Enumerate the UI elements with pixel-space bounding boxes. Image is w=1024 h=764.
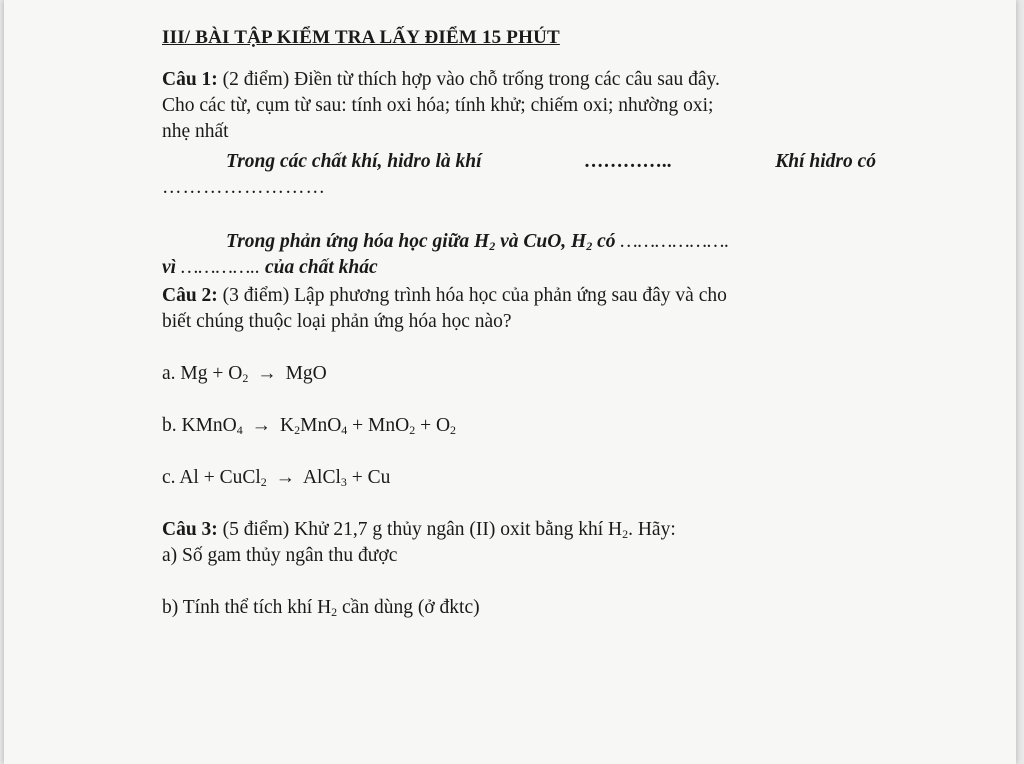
q1-s1-text2: Khí hidro có: [775, 151, 876, 172]
arrow-icon: →: [275, 467, 296, 488]
q1-s1-blank2: ……………………: [162, 177, 326, 198]
subscript: 2: [489, 239, 496, 253]
q1-line3: nhẹ nhất: [162, 121, 229, 142]
subscript: 3: [340, 475, 347, 489]
eq-b-product3: + O: [420, 415, 451, 436]
eq-b-product1b: MnO: [300, 415, 342, 436]
subscript: 4: [341, 423, 348, 437]
q2-label: Câu 2:: [162, 285, 218, 306]
eq-b-reactant: b. KMnO: [162, 415, 237, 436]
subscript: 2: [622, 527, 629, 541]
q3-b-text2: cần dùng (ở đktc): [342, 597, 480, 618]
subscript: 2: [294, 423, 301, 437]
subscript: 4: [236, 423, 243, 437]
q1-s1-text: Trong các chất khí, hidro là khí: [226, 151, 482, 172]
q3-b-text1: b) Tính thể tích khí H: [162, 597, 332, 618]
cropped-text-fragment: [154, 0, 794, 4]
eq-c-reactants: c. Al + CuCl: [162, 467, 261, 488]
subscript: 2: [242, 371, 249, 385]
eq-b-product2: + MnO: [352, 415, 410, 436]
q3-text1: (5 điểm) Khử 21,7 g thủy ngân (II) oxit bằng khí H: [222, 519, 623, 540]
q1-sentence3: [162, 256, 378, 280]
q1-s2-text3: có: [597, 231, 616, 252]
eq-b-product1: K: [280, 415, 295, 436]
q1-label: Câu 1:: [162, 69, 218, 90]
subscript: 2: [260, 475, 267, 489]
q1-text1: (2 điểm) Điền từ thích hợp vào chỗ trống trong các câu sau đây.: [222, 69, 720, 90]
q1-s3-blank: …………..: [180, 257, 261, 278]
q3-line1: [162, 518, 676, 542]
q1-sentence2: [226, 230, 729, 254]
document-page: [4, 0, 1016, 764]
subscript: 2: [331, 605, 338, 619]
q1-sentence1: [226, 150, 876, 174]
q1-s3-text2: của chất khác: [264, 257, 378, 278]
q3-text1-end: . Hãy:: [628, 519, 676, 540]
q2-text1: (3 điểm) Lập phương trình hóa học của phản ứng sau đây và cho: [222, 285, 727, 306]
equation-a: [162, 362, 327, 386]
q1-s1-blank1: …………..: [584, 151, 673, 172]
q3-part-a: a) Số gam thủy ngân thu được: [162, 545, 398, 566]
q2-line1: [162, 284, 876, 308]
subscript: 2: [409, 423, 416, 437]
arrow-icon: →: [257, 363, 277, 384]
subscript: 2: [450, 423, 457, 437]
q1-line1: [162, 68, 876, 92]
q3-label: Câu 3:: [162, 519, 218, 540]
arrow-icon: →: [251, 415, 272, 436]
q1-s3-text1: vì: [162, 257, 177, 278]
eq-c-product1: AlCl: [302, 467, 341, 488]
equation-c: [162, 466, 390, 490]
q1-s2-text1: Trong phản ứng hóa học giữa H: [226, 231, 490, 252]
equation-b: [162, 414, 456, 438]
section-heading: III/ BÀI TẬP KIỂM TRA LẤY ĐIỂM 15 PHÚT: [162, 27, 560, 48]
eq-a-reactants: a. Mg + O: [162, 363, 243, 384]
eq-c-product2: + Cu: [351, 467, 391, 488]
subscript: 2: [586, 239, 593, 253]
q2-line2: biết chúng thuộc loại phản ứng hóa học nào?: [162, 311, 512, 332]
q1-s2-blank: ……………….: [620, 231, 730, 252]
q1-s2-text2: và CuO, H: [500, 231, 587, 252]
q3-part-b: [162, 596, 480, 620]
eq-a-product: MgO: [285, 363, 327, 384]
q1-line2: Cho các từ, cụm từ sau: tính oxi hóa; tính khử; chiếm oxi; nhường oxi;: [162, 95, 714, 116]
